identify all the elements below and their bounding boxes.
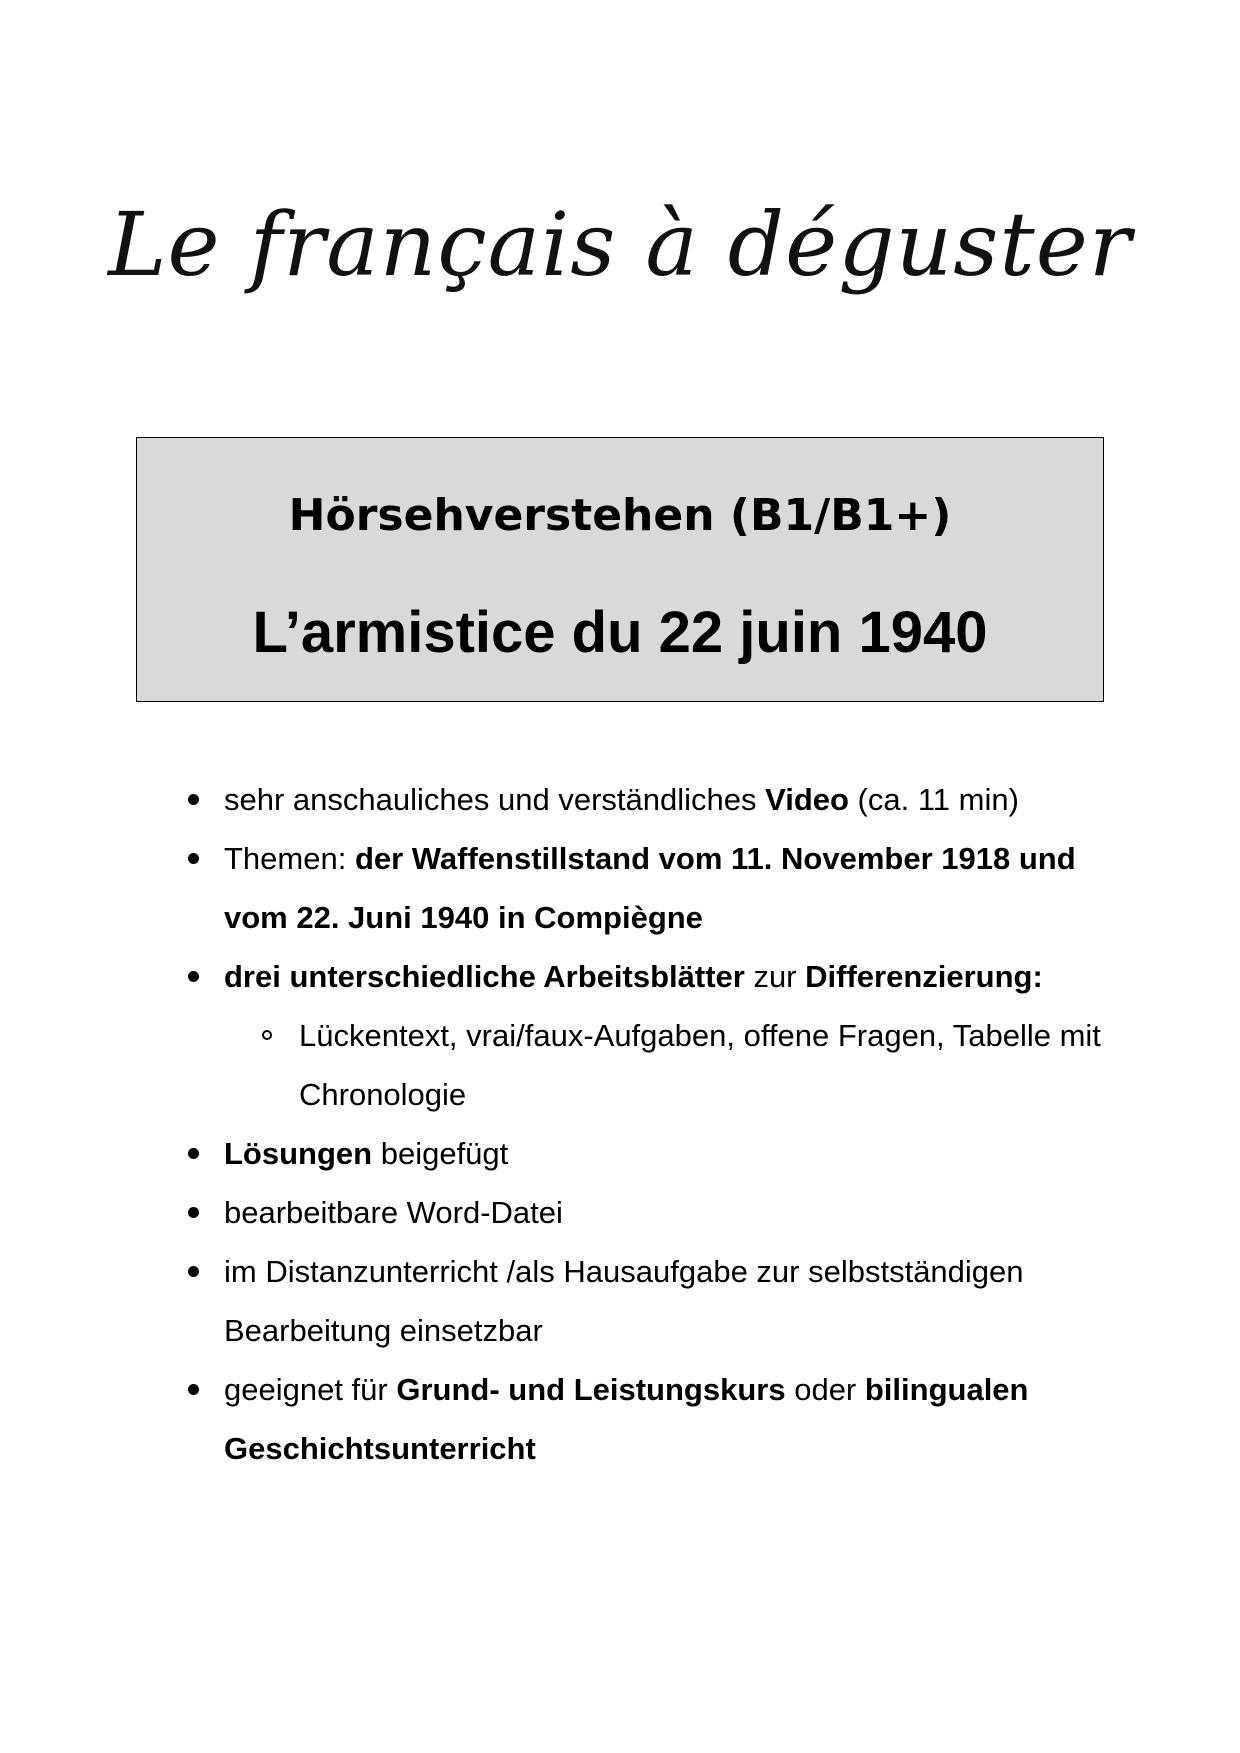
item-bold-text: drei unterschiedliche Arbeitsblätter (224, 959, 745, 994)
item-text: bearbeitbare Word-Datei (224, 1195, 563, 1230)
bullet-icon (188, 1384, 199, 1395)
item-text: sehr anschauliches und verständliches (224, 782, 766, 817)
item-text: geeignet für (224, 1372, 397, 1407)
item-text: Themen: (224, 841, 355, 876)
item-bold-text: Grund- und Leistungskurs (396, 1372, 786, 1407)
list-item (0, 947, 1240, 1006)
list-item (0, 1242, 1240, 1360)
box-subtitle: Hörsehverstehen (B1/B1+) (288, 490, 952, 541)
list-item (0, 1360, 1240, 1478)
bullet-icon (188, 794, 199, 805)
item-bold-text: Differenzierung: (805, 959, 1043, 994)
title-box (136, 437, 1104, 702)
item-text: Lückentext, vrai/faux-Aufgaben, offene Fragen, Tabelle mit Chronologie (299, 1018, 1101, 1112)
list-item (0, 829, 1240, 947)
item-text: oder (785, 1372, 865, 1407)
item-text: beigefügt (372, 1136, 509, 1171)
item-text: im Distanzunterricht /als Hausaufgabe zur selbstständigen Bearbeitung einsetzbar (224, 1254, 1024, 1348)
bullet-icon (188, 971, 199, 982)
brand-title: Le français à déguster (108, 193, 1132, 296)
list-item (0, 770, 1240, 829)
bullet-icon (188, 1148, 199, 1159)
item-bold-text: der Waffenstillstand vom 11. November 1918 und vom 22. Juni 1940 in Compiègne (224, 841, 1076, 935)
item-bold-text: bilingualen Geschichtsunterricht (224, 1372, 1029, 1466)
box-title: L’armistice du 22 juin 1940 (252, 600, 988, 665)
bullet-icon (188, 853, 199, 864)
list-item (0, 1124, 1240, 1183)
item-bold-text: Video (765, 782, 849, 817)
item-text: (ca. 11 min) (848, 782, 1019, 817)
bullet-list (0, 770, 1240, 1478)
bullet-icon (188, 1207, 199, 1218)
sub-list-item (0, 1006, 1240, 1124)
bullet-icon (188, 1266, 199, 1277)
circle-bullet-icon (262, 1030, 272, 1040)
list-item (0, 1183, 1240, 1242)
item-bold-text: Lösungen (224, 1136, 373, 1171)
item-text: zur (744, 959, 806, 994)
